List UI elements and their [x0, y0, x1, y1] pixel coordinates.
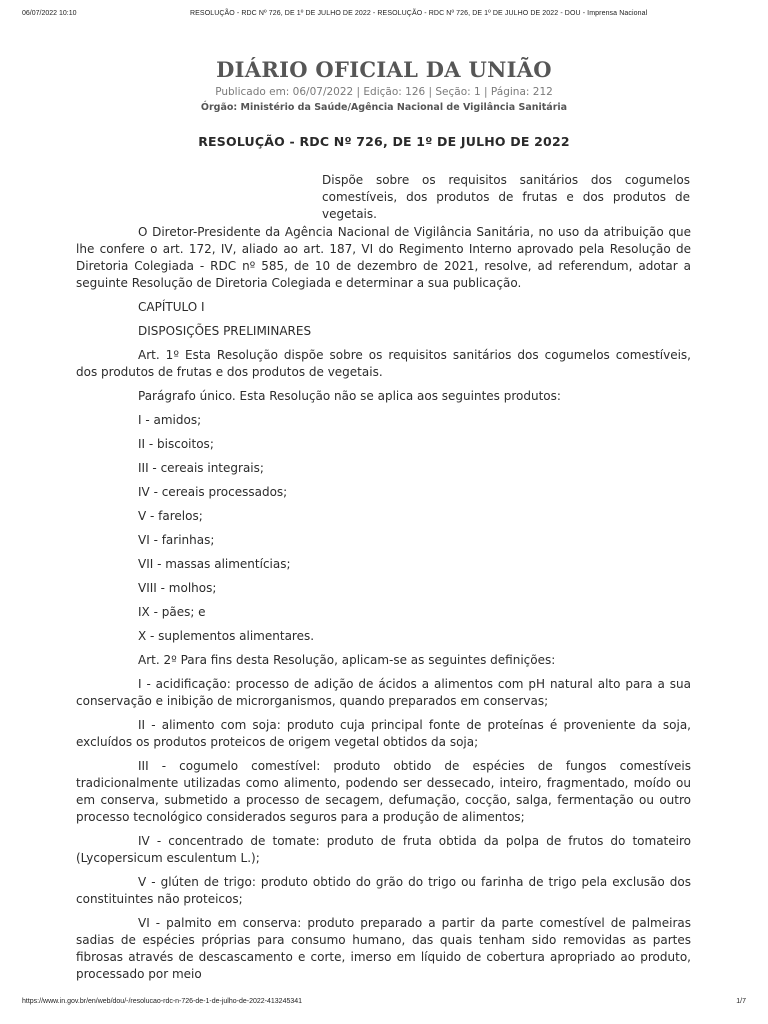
print-page-number: 1/7: [736, 998, 746, 1005]
orgao-info: [0, 101, 768, 115]
print-url: https://www.in.gov.br/en/web/dou/-/resolucao-rdc-n-726-de-1-de-julho-de-2022-413245341: [22, 998, 303, 1005]
orgao-text: Órgão: Ministério da Saúde/Agência Nacional de Vigilância Sanitária: [200, 102, 568, 113]
list-item: VIII - molhos;: [138, 581, 217, 595]
newspaper-title: DIÁRIO OFICIAL DA UNIÃO: [216, 57, 552, 82]
list-item: IV - cereais processados;: [138, 485, 288, 499]
paragraph: CAPÍTULO I: [138, 300, 205, 314]
print-header: [22, 10, 746, 22]
paragraph: I - acidificação: processo de adição de ácidos a alimentos com pH natural alto para a sua conservação e inibição de microrganismos, quando preparados em conservas;: [76, 677, 691, 708]
paragraph: Art. 1º Esta Resolução dispõe sobre os requisitos sanitários dos cogumelos comestíveis, dos produtos de frutas e dos produtos de vegetais.: [76, 348, 691, 379]
list-item: IX - pães; e: [138, 605, 206, 619]
masthead: [0, 56, 768, 115]
print-footer: [22, 998, 746, 1010]
list-item: II - biscoitos;: [138, 437, 214, 451]
paragraph: III - cogumelo comestível: produto obtido de espécies de fungos comestíveis tradicionalmente utilizadas como alimento, podendo ser dessecado, inteiro, fragmentado, moído ou em conserva, submetido a processo de secagem, defumação, cocção, salga, fermentação ou outro processo tecnológico considerados seguros para a produção de alimentos;: [76, 759, 691, 824]
paragraph: II - alimento com soja: produto cuja principal fonte de proteínas é proveniente da soja, excluídos os produtos proteicos de origem vegetal obtidos da soja;: [76, 718, 691, 749]
paragraph: V - glúten de trigo: produto obtido do grão do trigo ou farinha de trigo pela exclusão dos constituintes não proteicos;: [76, 875, 691, 906]
list-item: VI - farinhas;: [138, 533, 215, 547]
list-item: I - amidos;: [138, 413, 202, 427]
paragraph: IV - concentrado de tomate: produto de fruta obtida da polpa de frutos do tomateiro (Lycopersicum esculentum L.);: [76, 834, 691, 865]
list-item: V - farelos;: [138, 509, 203, 523]
paragraph: O Diretor-Presidente da Agência Nacional de Vigilância Sanitária, no uso da atribuição que lhe confere o art. 172, IV, aliado ao art. 187, VI do Regimento Interno aprovado pela Resolução de Diretoria Colegiada - RDC nº 585, de 10 de dezembro de 2021, resolve, ad referendum, adotar a seguinte Resolução de Diretoria Colegiada e determinar a sua publicação.: [76, 225, 691, 290]
paragraph: DISPOSIÇÕES PRELIMINARES: [138, 324, 312, 338]
list-item: VII - massas alimentícias;: [138, 557, 291, 571]
list-item: X - suplementos alimentares.: [138, 629, 315, 643]
paragraph: Parágrafo único. Esta Resolução não se aplica aos seguintes produtos:: [138, 389, 561, 403]
paragraph: VI - palmito em conserva: produto preparado a partir da parte comestível de palmeiras sadias de espécies próprias para consumo humano, das quais tenham sido removidas as partes fibrosas através de descascamento e corte, imerso em líquido de cobertura apropriado ao produto, processado por meio: [76, 916, 691, 981]
paragraph: Art. 2º Para fins desta Resolução, aplicam-se as seguintes definições:: [138, 653, 556, 667]
list-item: III - cereais integrais;: [138, 461, 264, 475]
print-page-title: RESOLUÇÃO - RDC Nº 726, DE 1º DE JULHO DE 2022 - RESOLUÇÃO - RDC Nº 726, DE 1º DE JULHO DE 2022 - DOU - Imprensa Nacional: [190, 10, 648, 17]
document-title: RESOLUÇÃO - RDC Nº 726, DE 1º DE JULHO DE 2022: [198, 134, 570, 149]
print-datetime: 06/07/2022 10:10: [22, 10, 77, 17]
document-body: [76, 224, 691, 990]
publication-info: Publicado em: 06/07/2022 | Edição: 126 | Seção: 1 | Página: 212: [215, 86, 553, 98]
ementa: Dispõe sobre os requisitos sanitários dos cogumelos comestíveis, dos produtos de frutas e dos produtos de vegetais.: [322, 173, 690, 221]
